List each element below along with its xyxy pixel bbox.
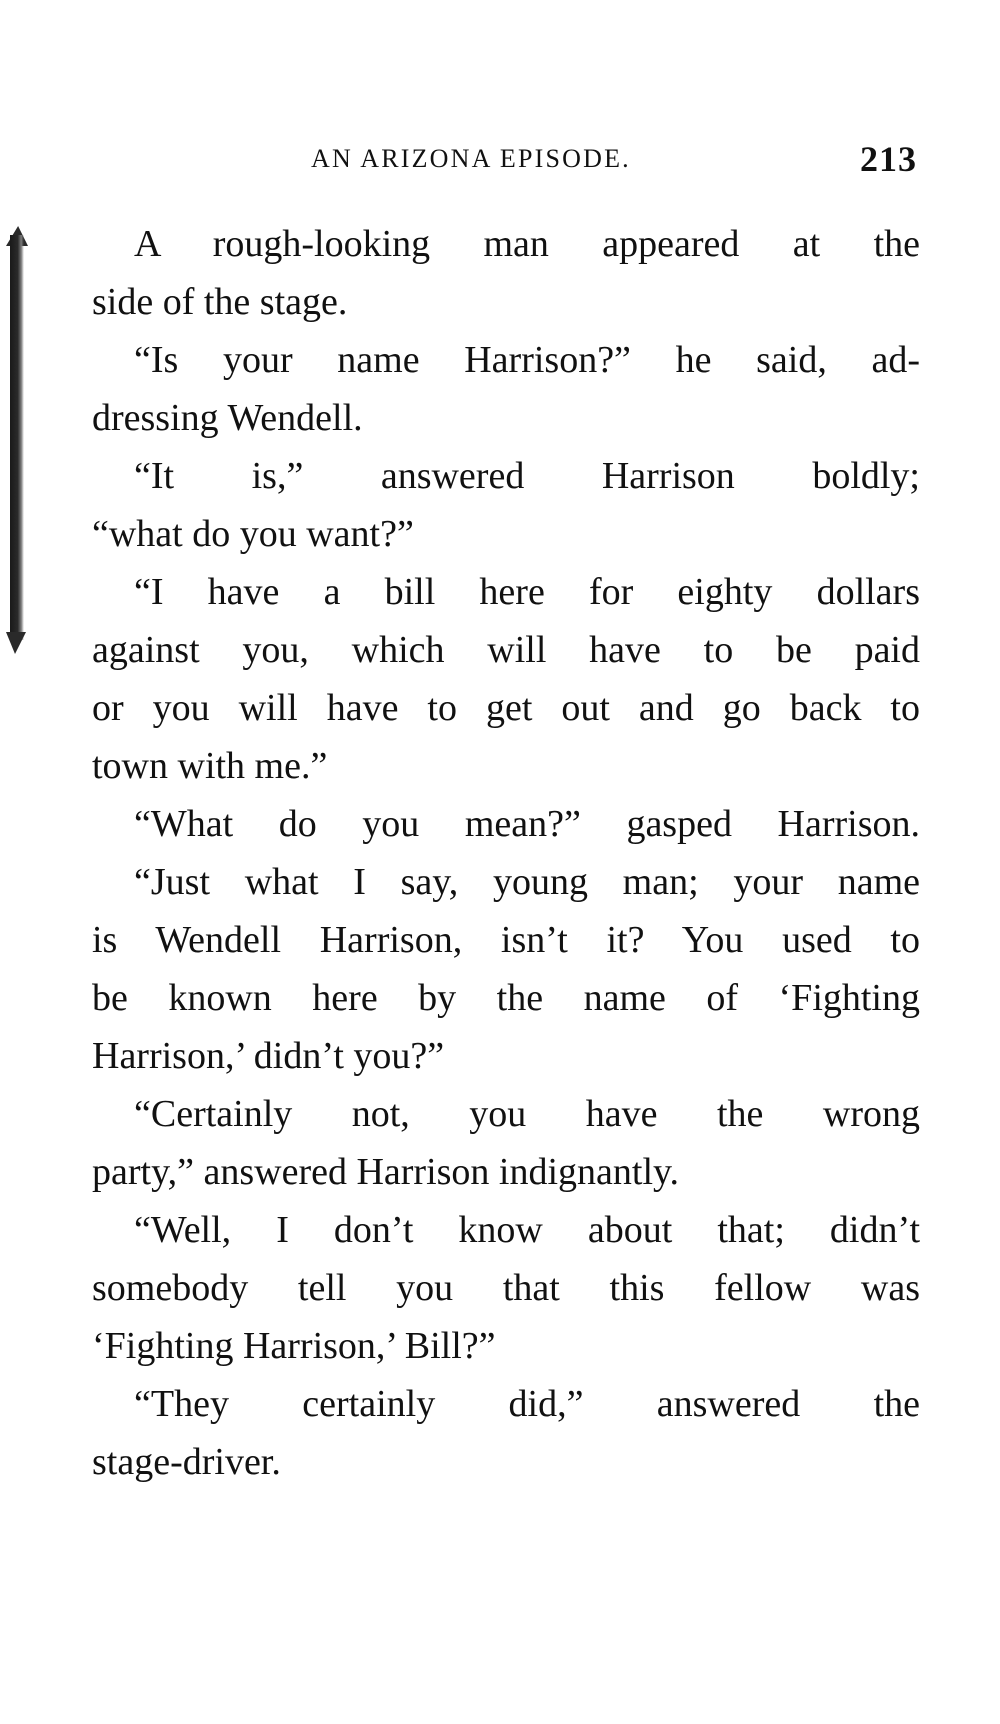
running-title: AN ARIZONA EPISODE. [311,144,631,173]
body-text [92,215,920,1491]
text-line: A rough-looking man appeared at the [134,223,920,265]
text-line: town with me.” [92,745,328,787]
text-line: somebody tell you that this fellow was [92,1267,920,1309]
text-line: stage-driver. [92,1441,281,1483]
text-line: Harrison,’ didn’t you?” [92,1035,445,1077]
binding-shadow [10,235,24,640]
text-line: “Certainly not, you have the wrong [134,1093,920,1135]
text-line: side of the stage. [92,281,348,323]
text-line: “They certainly did,” answered the [134,1383,920,1425]
text-line: ‘Fighting Harrison,’ Bill?” [92,1325,496,1367]
text-line: “Well, I don’t know about that; didn’t [134,1209,920,1251]
text-line: is Wendell Harrison, isn’t it? You used to [92,919,920,961]
binding-shadow-bottom [6,632,26,654]
text-line: party,” answered Harrison indignantly. [92,1151,680,1193]
text-line: “I have a bill here for eighty dollars [134,571,920,613]
text-line: “Just what I say, young man; your name [134,861,920,903]
page-number: 213 [860,139,917,179]
text-line: be known here by the name of ‘Fighting [92,977,920,1019]
text-line: dressing Wendell. [92,397,363,439]
text-line: “What do you mean?” gasped Harrison. [134,803,920,845]
text-line: “what do you want?” [92,513,414,555]
text-line: “Is your name Harrison?” he said, ad- [134,339,920,381]
running-head [92,138,920,188]
text-line: or you will have to get out and go back to [92,687,920,729]
text-line: “It is,” answered Harrison boldly; [134,455,920,497]
text-line: against you, which will have to be paid [92,629,920,671]
